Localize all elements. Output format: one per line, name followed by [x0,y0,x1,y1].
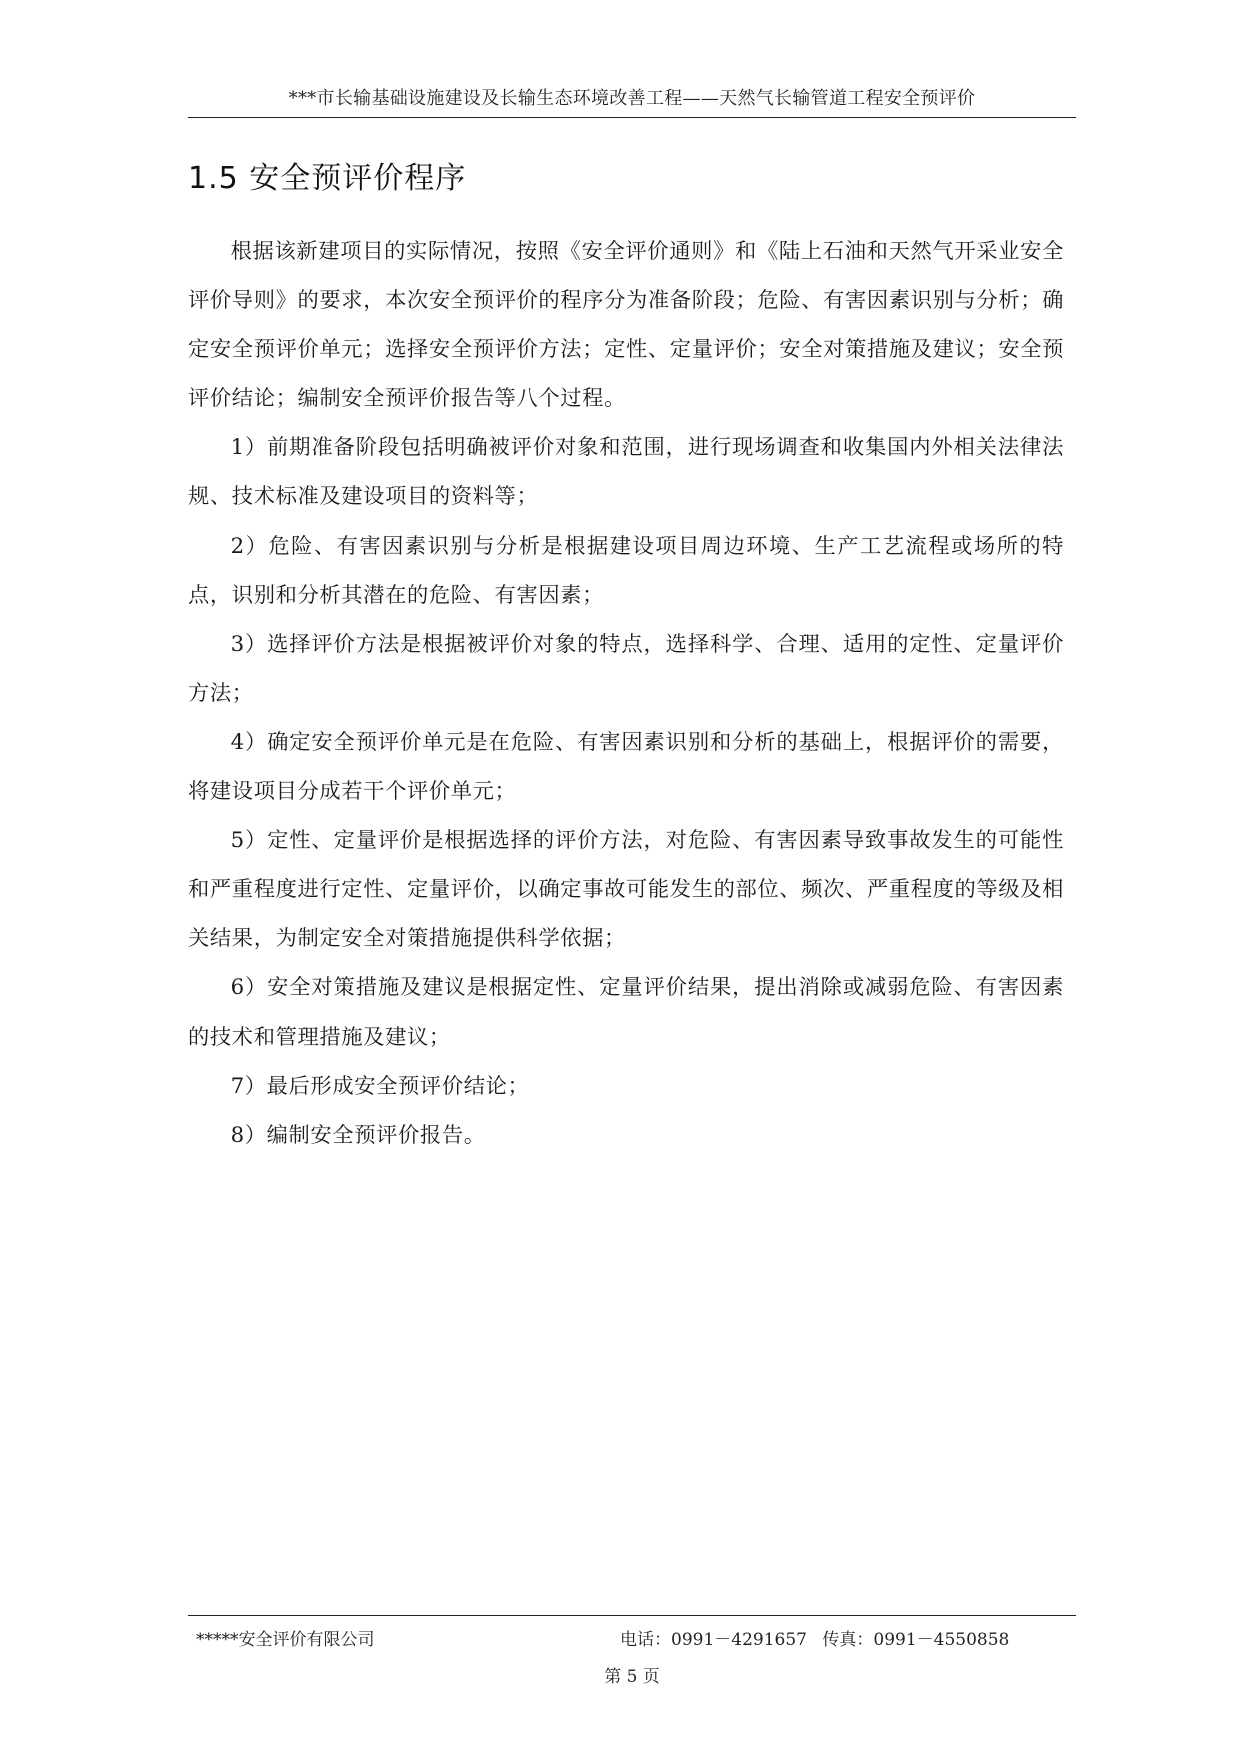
footer-phone: 电话：0991－4291657 [620,1630,807,1650]
paragraph-step-5: 5）定性、定量评价是根据选择的评价方法，对危险、有害因素导致事故发生的可能性和严重程度进行定性、定量评价，以确定事故可能发生的部位、频次、严重程度的等级及相关结果，为制定安全对策措施提供科学依据； [188,828,1064,952]
paragraph-step-7: 7）最后形成安全预评价结论； [230,1073,530,1099]
page-number: 第 5 页 [604,1667,660,1687]
page-header-title: ***市长输基础设施建设及长输生态环境改善工程——天然气长输管道工程安全预评价 [288,88,976,109]
paragraph-step-2: 2）危险、有害因素识别与分析是根据建设项目周边环境、生产工艺流程或场所的特点，识别和分析其潜在的危险、有害因素； [188,533,1064,608]
header-divider [188,117,1076,118]
footer-divider [188,1615,1076,1616]
footer-contact [620,1625,1019,1650]
paragraph-step-6: 6）安全对策措施及建议是根据定性、定量评价结果，提出消除或减弱危险、有害因素的技术和管理措施及建议； [188,975,1064,1050]
body-text [188,227,1064,1160]
paragraph-step-3: 3）选择评价方法是根据被评价对象的特点，选择科学、合理、适用的定性、定量评价方法； [188,631,1064,706]
paragraph-step-8: 8）编制安全预评价报告。 [230,1122,486,1148]
footer-fax: 传真：0991－4550858 [822,1630,1010,1650]
paragraph-intro: 根据该新建项目的实际情况，按照《安全评价通则》和《陆上石油和天然气开采业安全评价导则》的要求，本次安全预评价的程序分为准备阶段；危险、有害因素识别与分析；确定安全预评价单元；选择安全预评价方法；定性、定量评价；安全对策措施及建议；安全预评价结论；编制安全预评价报告等八个过程。 [188,239,1064,412]
paragraph-step-1: 1）前期准备阶段包括明确被评价对象和范围，进行现场调查和收集国内外相关法律法规、技术标准及建设项目的资料等； [188,435,1064,510]
footer-company: *****安全评价有限公司 [196,1630,375,1650]
section-title: 1.5 安全预评价程序 [188,161,467,196]
paragraph-step-4: 4）确定安全预评价单元是在危险、有害因素识别和分析的基础上，根据评价的需要，将建设项目分成若干个评价单元； [188,729,1064,805]
